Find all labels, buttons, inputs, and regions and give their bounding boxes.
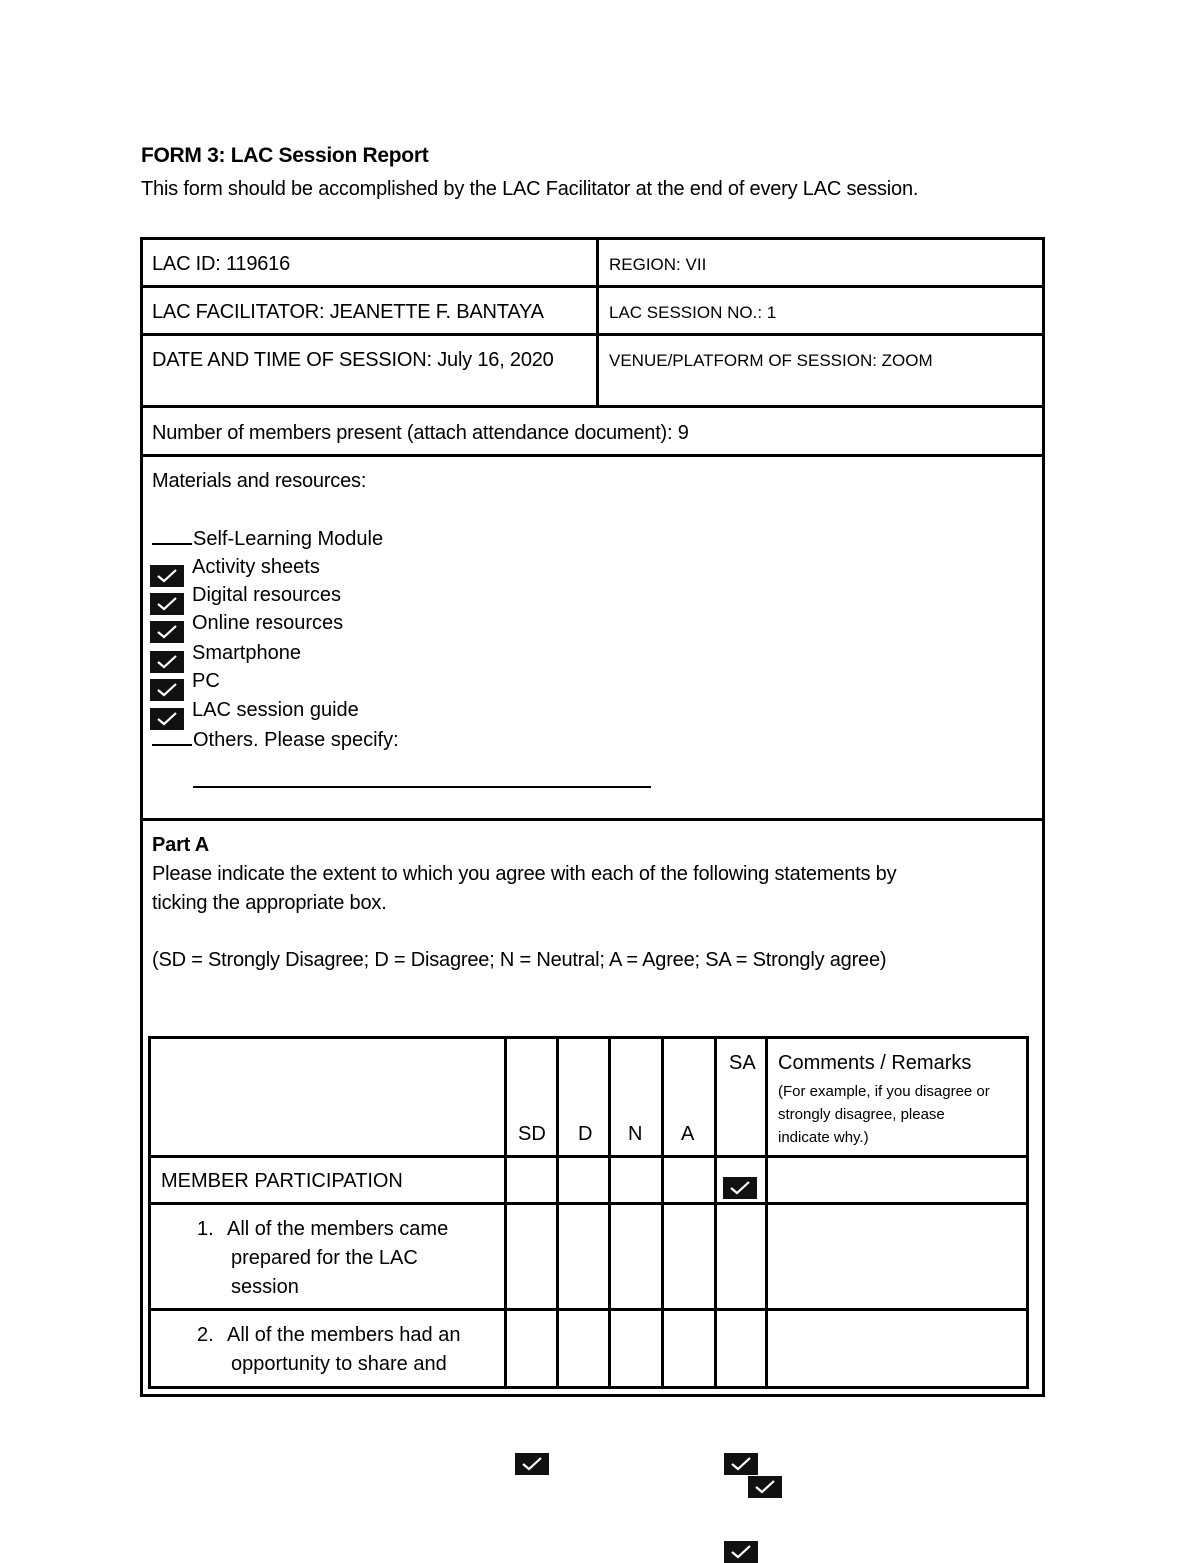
sa-checkbox-member-participation[interactable]	[723, 1177, 757, 1199]
form-subtitle: This form should be accomplished by the LAC Facilitator at the end of every LAC session.	[141, 178, 919, 200]
material-item	[152, 729, 399, 752]
materials-heading: Materials and resources:	[152, 470, 367, 492]
checkmark-icon	[754, 1479, 776, 1495]
material-item	[152, 699, 359, 722]
comments-header: Comments / Remarks	[778, 1052, 972, 1074]
col-sa: SA	[729, 1052, 756, 1074]
checkmark-icon	[730, 1456, 752, 1472]
comments-hint-2: strongly disagree, please	[778, 1106, 945, 1123]
section-member-participation: MEMBER PARTICIPATION	[161, 1170, 403, 1192]
checkmark-icon	[521, 1456, 543, 1472]
material-blank-line[interactable]	[152, 743, 192, 746]
comments-hint-1: (For example, if you disagree or	[778, 1083, 990, 1100]
row-2-number: 2.	[197, 1324, 214, 1346]
venue-platform: VENUE/PLATFORM OF SESSION: ZOOM	[609, 351, 933, 370]
material-label: Activity sheets	[192, 556, 320, 578]
material-label: Others. Please specify:	[193, 729, 399, 751]
others-specify-line[interactable]	[193, 786, 651, 788]
part-a-heading: Part A	[152, 834, 209, 856]
material-label: Digital resources	[192, 584, 341, 606]
stray-checkbox	[724, 1541, 758, 1563]
lac-id: LAC ID: 119616	[152, 253, 291, 275]
checkmark-icon	[729, 1180, 751, 1196]
form-title: FORM 3: LAC Session Report	[141, 144, 429, 167]
comments-hint-3: indicate why.)	[778, 1129, 869, 1146]
row-1-text-1: All of the members came	[227, 1218, 449, 1240]
row-1-text-3: session	[231, 1276, 299, 1298]
date-time-of-session: DATE AND TIME OF SESSION: July 16, 2020	[152, 349, 554, 371]
row-2-text-1: All of the members had an	[227, 1324, 461, 1346]
material-item	[152, 556, 320, 579]
region: REGION: VII	[609, 255, 707, 274]
part-a-instruction-1: Please indicate the extent to which you agree with each of the following statements by	[152, 863, 897, 885]
stray-checkbox	[724, 1453, 758, 1475]
stray-checkbox	[515, 1453, 549, 1475]
material-item	[152, 642, 301, 665]
members-present: Number of members present (attach attendance document): 9	[152, 422, 689, 444]
material-label: PC	[192, 670, 220, 692]
material-item	[152, 528, 383, 551]
material-label: LAC session guide	[192, 699, 359, 721]
col-d: D	[578, 1123, 593, 1145]
material-label: Online resources	[192, 612, 344, 634]
lac-facilitator: LAC FACILITATOR: JEANETTE F. BANTAYA	[152, 301, 544, 323]
row-1-number: 1.	[197, 1218, 214, 1240]
row-2-text-2: opportunity to share and	[231, 1353, 447, 1375]
lac-session-no: LAC SESSION NO.: 1	[609, 303, 777, 322]
material-label: Self-Learning Module	[193, 528, 384, 550]
rating-legend: (SD = Strongly Disagree; D = Disagree; N = Neutral; A = Agree; SA = Strongly agree)	[152, 949, 887, 971]
col-a: A	[681, 1123, 695, 1145]
material-item	[152, 584, 341, 607]
material-item	[152, 612, 343, 635]
col-n: N	[628, 1123, 643, 1145]
material-label: Smartphone	[192, 642, 301, 664]
checkmark-icon	[730, 1544, 752, 1560]
col-sd: SD	[518, 1123, 546, 1145]
row-1-text-2: prepared for the LAC	[231, 1247, 418, 1269]
stray-checkbox	[748, 1476, 782, 1498]
material-blank-line[interactable]	[152, 542, 192, 545]
part-a-instruction-2: ticking the appropriate box.	[152, 892, 387, 914]
material-item	[152, 670, 220, 693]
